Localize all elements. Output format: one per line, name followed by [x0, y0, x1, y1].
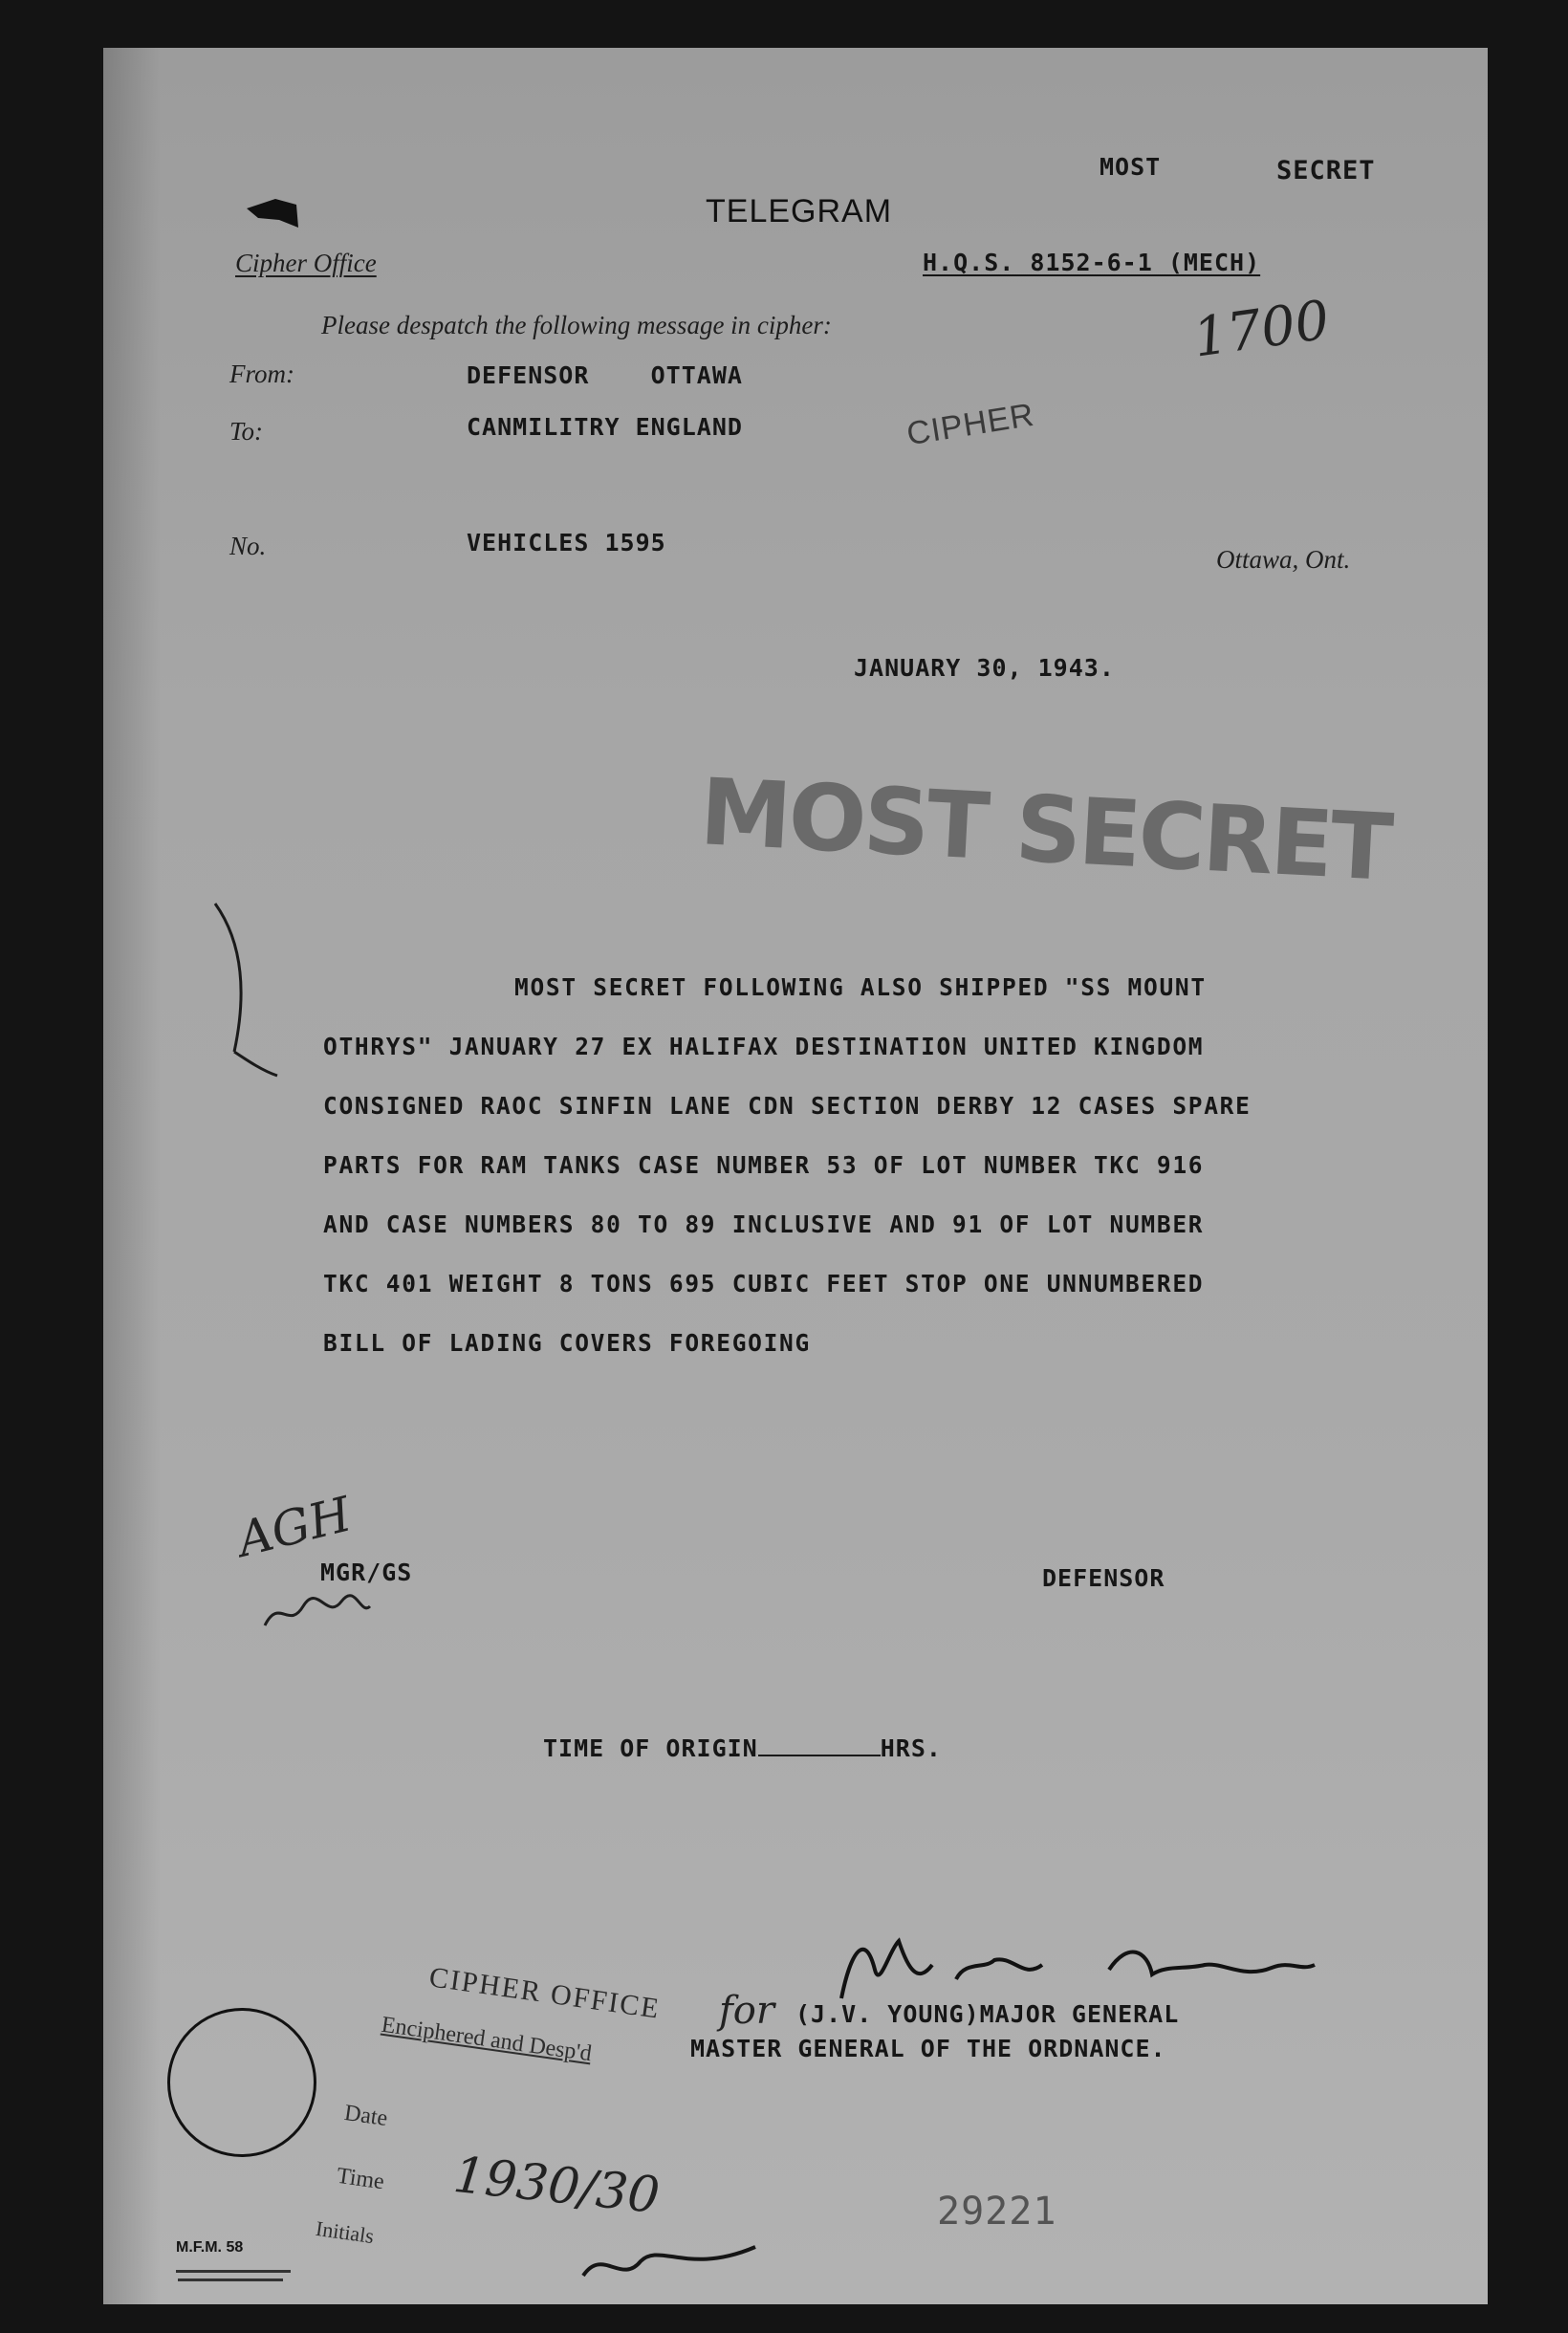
classification-left: MOST: [1100, 153, 1162, 181]
form-number: M.F.M. 58: [176, 2239, 244, 2256]
stamp-time-label: Time: [335, 2163, 386, 2195]
cipher-office-label: Cipher Office: [235, 249, 377, 277]
from-label: From:: [229, 360, 294, 388]
time-of-origin-label: TIME OF ORIGIN: [543, 1734, 758, 1762]
time-of-origin-blank: [758, 1735, 881, 1756]
message-line: OTHRYS" JANUARY 27 EX HALIFAX DESTINATION UNITED KINGDOM: [323, 1033, 1205, 1060]
sender-reference: MGR/GS: [320, 1559, 413, 1586]
message-date: JANUARY 30, 1943.: [854, 654, 1115, 682]
signatory-name: (J.V. YOUNG)MAJOR GENERAL: [795, 2000, 1180, 2028]
message-line: AND CASE NUMBERS 80 TO 89 INCLUSIVE AND 91 OF LOT NUMBER: [323, 1210, 1205, 1238]
arrow-mark-icon: [247, 199, 300, 231]
from-value: DEFENSOR OTTAWA: [467, 361, 743, 389]
number-value: VEHICLES 1595: [467, 529, 666, 556]
serial-number: 29221: [937, 2190, 1057, 2234]
cipher-stamp: CIPHER: [904, 396, 1037, 453]
handwritten-time: 1700: [1189, 289, 1334, 370]
cipher-office-stamp-title: CIPHER OFFICE: [426, 1961, 663, 2025]
form-title: TELEGRAM: [706, 193, 893, 229]
number-label: No.: [229, 532, 267, 560]
classification-right: SECRET: [1276, 156, 1376, 185]
signoff: DEFENSOR: [1042, 1564, 1165, 1592]
message-line: TKC 401 WEIGHT 8 TONS 695 CUBIC FEET STOP ONE UNNUMBERED: [323, 1270, 1205, 1297]
signature-for: for: [719, 1989, 775, 2033]
time-of-origin-suffix: HRS.: [880, 1734, 942, 1762]
time-of-origin: [543, 1734, 942, 1762]
most-secret-stamp: MOST SECRET: [697, 758, 1393, 902]
file-reference: H.Q.S. 8152-6-1 (MECH): [923, 249, 1261, 276]
stamp-date-label: Date: [342, 2100, 389, 2132]
message-line: MOST SECRET FOLLOWING ALSO SHIPPED "SS MOUNT: [514, 973, 1207, 1001]
to-value: CANMILITRY ENGLAND: [467, 413, 743, 441]
signatory-title: MASTER GENERAL OF THE ORDNANCE.: [690, 2035, 1166, 2062]
stamp-initials-scribble: [574, 2228, 765, 2295]
instruction-text: Please despatch the following message in cipher:: [321, 311, 832, 339]
message-line: BILL OF LADING COVERS FOREGOING: [323, 1329, 811, 1357]
stamp-time-value: 1930/30: [450, 2146, 663, 2226]
margin-bracket-mark: [196, 899, 282, 1090]
to-label: To:: [229, 417, 264, 446]
cipher-office-stamp-sub: Enciphered and Desp'd: [380, 2012, 594, 2067]
place-of-origin: Ottawa, Ont.: [1216, 545, 1351, 574]
circular-stamp: [167, 2008, 316, 2157]
scribble-mark: [260, 1587, 375, 1635]
message-line: CONSIGNED RAOC SINFIN LANE CDN SECTION DERBY 12 CASES SPARE: [323, 1092, 1252, 1120]
handwritten-initials: AGH: [231, 1486, 357, 1568]
message-line: PARTS FOR RAM TANKS CASE NUMBER 53 OF LOT NUMBER TKC 916: [323, 1151, 1205, 1179]
form-print-code: [172, 2266, 306, 2293]
stamp-initials-label: Initials: [314, 2215, 376, 2249]
